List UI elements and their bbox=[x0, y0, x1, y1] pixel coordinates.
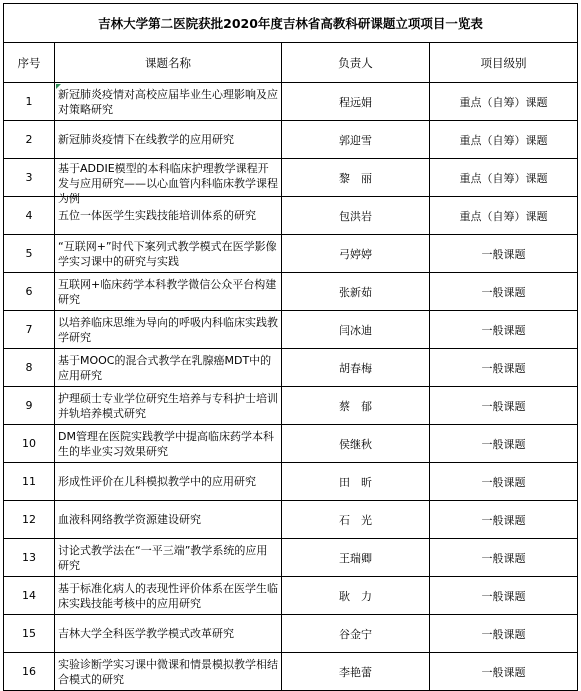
cell-level: 一般课题 bbox=[430, 235, 578, 273]
cell-num: 8 bbox=[4, 349, 55, 387]
cell-name bbox=[55, 653, 282, 691]
cell-name-text: 实验诊断学实习课中微课和情景模拟教学相结合模式的研究 bbox=[58, 657, 278, 686]
cell-level: 一般课题 bbox=[430, 425, 578, 463]
header-level: 项目级别 bbox=[430, 43, 578, 83]
cell-num: 13 bbox=[4, 539, 55, 577]
table-row bbox=[4, 121, 578, 159]
cell-name bbox=[55, 273, 282, 311]
cell-lead: 王瑞卿 bbox=[282, 539, 430, 577]
cell-level: 一般课题 bbox=[430, 501, 578, 539]
cell-name-text: 讨论式教学法在“一平三端”教学系统的应用研究 bbox=[58, 543, 268, 572]
cell-lead: 郭迎雪 bbox=[282, 121, 430, 159]
cell-name bbox=[55, 425, 282, 463]
cell-name bbox=[55, 577, 282, 615]
cell-num: 2 bbox=[4, 121, 55, 159]
cell-num: 5 bbox=[4, 235, 55, 273]
cell-name bbox=[55, 615, 282, 653]
cell-level: 一般课题 bbox=[430, 653, 578, 691]
cell-name-text: 五位一体医学生实践技能培训体系的研究 bbox=[58, 209, 256, 222]
cell-name bbox=[55, 539, 282, 577]
table-row bbox=[4, 615, 578, 653]
cell-num: 6 bbox=[4, 273, 55, 311]
table-title: 吉林大学第二医院获批2020年度吉林省高教科研课题立项项目一览表 bbox=[4, 4, 578, 43]
table-row bbox=[4, 425, 578, 463]
cell-lead: 黎 丽 bbox=[282, 159, 430, 197]
table-row bbox=[4, 539, 578, 577]
cell-num: 4 bbox=[4, 197, 55, 235]
table-row bbox=[4, 577, 578, 615]
cell-name bbox=[55, 197, 282, 235]
cell-level: 一般课题 bbox=[430, 387, 578, 425]
cell-level: 重点（自筹）课题 bbox=[430, 159, 578, 197]
cell-lead: 闫冰迪 bbox=[282, 311, 430, 349]
project-table bbox=[3, 3, 578, 691]
cell-level: 一般课题 bbox=[430, 577, 578, 615]
cell-lead: 谷金宁 bbox=[282, 615, 430, 653]
cell-lead: 胡春梅 bbox=[282, 349, 430, 387]
cell-num: 7 bbox=[4, 311, 55, 349]
cell-name-text: 形成性评价在儿科模拟教学中的应用研究 bbox=[58, 475, 256, 488]
cell-level: 一般课题 bbox=[430, 273, 578, 311]
cell-lead: 蔡 郁 bbox=[282, 387, 430, 425]
cell-name-text: 新冠肺炎疫情对高校应届毕业生心理影响及应对策略研究 bbox=[58, 87, 278, 116]
spreadsheet bbox=[3, 3, 577, 691]
header-name: 课题名称 bbox=[55, 43, 282, 83]
cell-name bbox=[55, 387, 282, 425]
cell-num: 3 bbox=[4, 159, 55, 197]
header-lead: 负责人 bbox=[282, 43, 430, 83]
header-num: 序号 bbox=[4, 43, 55, 83]
cell-name bbox=[55, 349, 282, 387]
cell-name bbox=[55, 121, 282, 159]
cell-name bbox=[55, 501, 282, 539]
table-row bbox=[4, 235, 578, 273]
cell-level: 重点（自筹）课题 bbox=[430, 121, 578, 159]
cell-name-text: 以培养临床思维为导向的呼吸内科临床实践教学研究 bbox=[58, 315, 278, 344]
cell-lead: 包洪岩 bbox=[282, 197, 430, 235]
cell-name-text: 护理硕士专业学位研究生培养与专科护士培训并轨培养模式研究 bbox=[58, 391, 278, 420]
table-row bbox=[4, 463, 578, 501]
cell-comment-marker-icon bbox=[56, 84, 61, 89]
header-row bbox=[4, 43, 578, 83]
cell-name-text: 血液科网络教学资源建设研究 bbox=[58, 513, 201, 526]
cell-num: 11 bbox=[4, 463, 55, 501]
cell-name-text: 互联网+临床药学本科教学微信公众平台构建研究 bbox=[58, 277, 277, 306]
cell-name-text: DM管理在医院实践教学中提高临床药学本科生的毕业实习效果研究 bbox=[58, 429, 274, 458]
cell-name bbox=[55, 463, 282, 501]
cell-lead: 张新茹 bbox=[282, 273, 430, 311]
cell-lead: 田 昕 bbox=[282, 463, 430, 501]
table-row bbox=[4, 501, 578, 539]
table-row bbox=[4, 273, 578, 311]
cell-name bbox=[55, 235, 282, 273]
cell-name-text: 吉林大学全科医学教学模式改革研究 bbox=[58, 627, 234, 640]
table-row bbox=[4, 387, 578, 425]
table-row bbox=[4, 653, 578, 691]
cell-level: 重点（自筹）课题 bbox=[430, 83, 578, 121]
cell-lead: 耿 力 bbox=[282, 577, 430, 615]
cell-lead: 侯继秋 bbox=[282, 425, 430, 463]
table-row bbox=[4, 197, 578, 235]
cell-name-text: “互联网+”时代下案列式教学模式在医学影像学实习课中的研究与实践 bbox=[58, 239, 277, 268]
cell-level: 一般课题 bbox=[430, 463, 578, 501]
cell-level: 一般课题 bbox=[430, 615, 578, 653]
cell-lead: 程远娟 bbox=[282, 83, 430, 121]
cell-name-text: 新冠肺炎疫情下在线教学的应用研究 bbox=[58, 133, 234, 146]
cell-name bbox=[55, 311, 282, 349]
cell-num: 14 bbox=[4, 577, 55, 615]
cell-level: 一般课题 bbox=[430, 349, 578, 387]
cell-level: 一般课题 bbox=[430, 311, 578, 349]
cell-num: 12 bbox=[4, 501, 55, 539]
cell-num: 16 bbox=[4, 653, 55, 691]
cell-name-text: 基于标准化病人的表现性评价体系在医学生临床实践技能考核中的应用研究 bbox=[58, 581, 278, 610]
cell-name bbox=[55, 159, 282, 205]
cell-num: 15 bbox=[4, 615, 55, 653]
cell-num: 1 bbox=[4, 83, 55, 121]
cell-name bbox=[55, 83, 282, 121]
cell-num: 9 bbox=[4, 387, 55, 425]
cell-lead: 弓婷婷 bbox=[282, 235, 430, 273]
cell-name-text: 基于ADDIE模型的本科临床护理教学课程开发与应用研究——以心血管内科临床教学课程为例 bbox=[58, 162, 278, 205]
cell-lead: 石 光 bbox=[282, 501, 430, 539]
cell-level: 重点（自筹）课题 bbox=[430, 197, 578, 235]
cell-name-text: 基于MOOC的混合式教学在乳腺癌MDT中的应用研究 bbox=[58, 353, 272, 382]
cell-lead: 李艳蕾 bbox=[282, 653, 430, 691]
table-row bbox=[4, 83, 578, 121]
table-row bbox=[4, 311, 578, 349]
table-row bbox=[4, 159, 578, 197]
cell-level: 一般课题 bbox=[430, 539, 578, 577]
table-row bbox=[4, 349, 578, 387]
cell-num: 10 bbox=[4, 425, 55, 463]
